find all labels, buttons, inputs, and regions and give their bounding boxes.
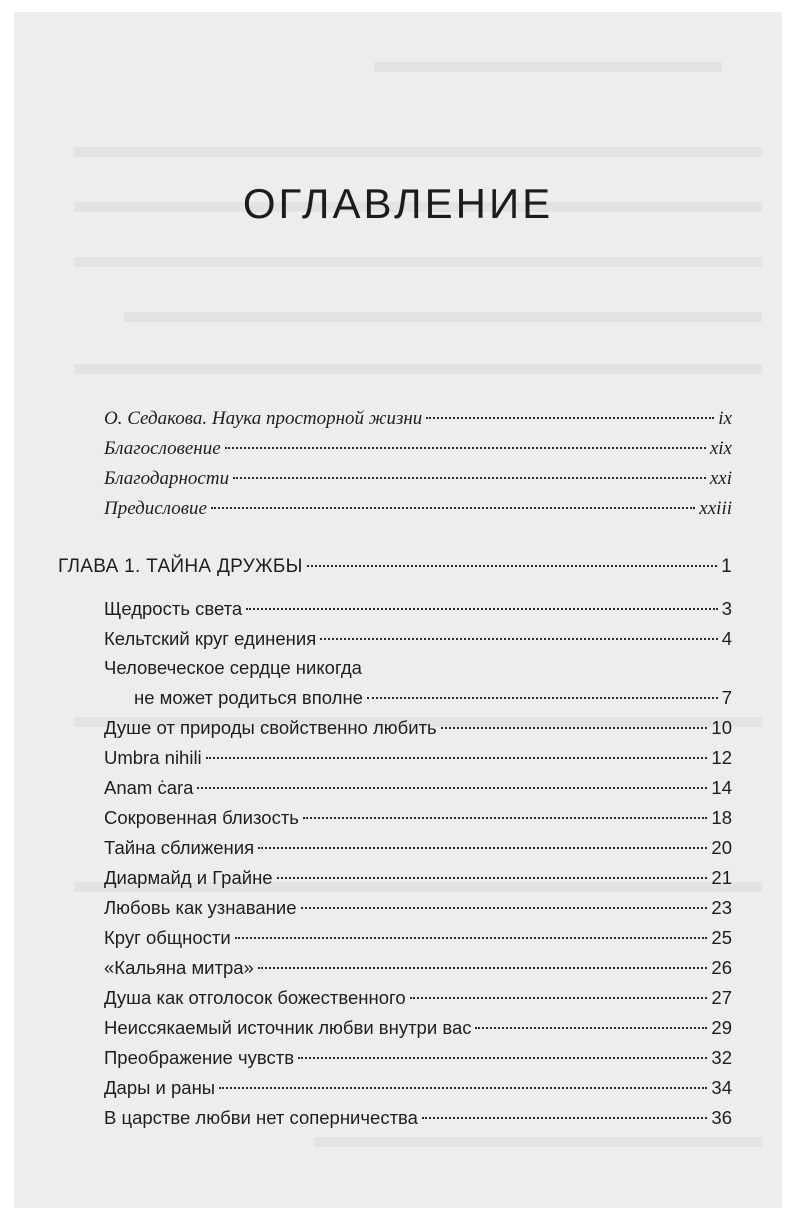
toc-entry-page: 25	[711, 927, 732, 948]
dot-leader	[258, 847, 707, 849]
toc-entry-page: 14	[711, 777, 732, 798]
dot-leader	[246, 608, 718, 610]
table-of-contents	[14, 12, 782, 1208]
toc-entry-title: Преображение чувств	[104, 1047, 295, 1068]
toc-entry-section-5[interactable]	[104, 776, 732, 800]
toc-entry-section-8[interactable]	[104, 866, 732, 890]
toc-entry-page: xix	[709, 438, 732, 459]
toc-entry-front-0[interactable]	[104, 407, 732, 431]
dot-leader	[441, 727, 708, 729]
dot-leader	[303, 817, 707, 819]
toc-entry-page: 21	[711, 867, 732, 888]
dot-leader	[206, 757, 708, 759]
toc-entry-section-2[interactable]	[134, 686, 732, 710]
toc-entry-title: Диармайд и Грайне	[104, 867, 273, 888]
toc-entry-page: 20	[711, 837, 732, 858]
dot-leader	[298, 1057, 707, 1059]
dot-leader	[475, 1027, 707, 1029]
toc-entry-section-10[interactable]	[104, 926, 732, 950]
toc-entry-page: ix	[718, 408, 732, 429]
toc-entry-section-7[interactable]	[104, 836, 732, 860]
dot-leader	[307, 565, 717, 567]
toc-entry-section-1[interactable]	[104, 627, 732, 651]
toc-entry-page: 23	[711, 897, 732, 918]
dot-leader	[367, 697, 718, 699]
page-title: ОГЛАВЛЕНИЕ	[242, 180, 554, 227]
toc-entry-title: Душе от природы свойственно любить	[104, 717, 437, 738]
dot-leader	[211, 507, 695, 509]
toc-entry-section-0[interactable]	[104, 597, 732, 621]
toc-entry-page: 27	[711, 987, 732, 1008]
dot-leader	[225, 447, 706, 449]
toc-entry-title: Anam ċara	[104, 777, 194, 798]
toc-entry-page: 18	[711, 807, 732, 828]
dot-leader	[422, 1117, 707, 1119]
toc-entry-page: 34	[711, 1077, 732, 1098]
dot-leader	[233, 477, 706, 479]
toc-entry-page: 26	[711, 957, 732, 978]
toc-entry-section-6[interactable]	[104, 806, 732, 830]
dot-leader	[219, 1087, 707, 1089]
toc-entry-title: Любовь как узнавание	[104, 897, 297, 918]
dot-leader	[235, 937, 708, 939]
toc-entry-title: «Кальяна митра»	[104, 957, 254, 978]
dot-leader	[301, 907, 708, 909]
toc-entry-chapter-1[interactable]	[58, 555, 732, 579]
toc-chapter-title: ГЛАВА 1. ТАЙНА ДРУЖБЫ	[58, 556, 303, 577]
toc-entry-section-11[interactable]	[104, 956, 732, 980]
toc-entry-title: Сокровенная близость	[104, 807, 299, 828]
toc-entry-title: Umbra nihili	[104, 747, 202, 768]
toc-entry-title: О. Седакова. Наука просторной жизни	[104, 408, 423, 429]
dot-leader	[197, 787, 707, 789]
dot-leader	[426, 417, 714, 419]
toc-entry-page: 4	[721, 628, 732, 649]
dot-leader	[320, 638, 717, 640]
toc-entry-title: Предисловие	[104, 498, 207, 519]
toc-entry-title: Неиссякаемый источник любви внутри вас	[104, 1017, 472, 1038]
toc-entry-section-4[interactable]	[104, 746, 732, 770]
toc-entry-title: Щедрость света	[104, 598, 243, 619]
toc-entry-section-12[interactable]	[104, 986, 732, 1010]
toc-entry-page: 29	[711, 1017, 732, 1038]
toc-entry-page: 36	[711, 1107, 732, 1128]
toc-entry-page: 10	[711, 717, 732, 738]
toc-entry-title: Тайна сближения	[104, 837, 255, 858]
toc-entry-title-line1: Человеческое сердце никогда	[104, 657, 362, 678]
toc-entry-page: xxi	[709, 468, 732, 489]
toc-entry-title: не может родиться вполне	[134, 687, 363, 708]
toc-entry-title: Дары и раны	[104, 1077, 216, 1098]
toc-entry-title: Благословение	[104, 438, 221, 459]
toc-entry-title: Кельтский круг единения	[104, 628, 317, 649]
toc-entry-section-13[interactable]	[104, 1016, 732, 1040]
toc-entry-title: Круг общности	[104, 927, 231, 948]
toc-entry-section-15[interactable]	[104, 1076, 732, 1100]
toc-entry-title: В царстве любви нет соперничества	[104, 1107, 418, 1128]
toc-entry-page: 7	[721, 687, 732, 708]
toc-entry-page: 12	[711, 747, 732, 768]
dot-leader	[410, 997, 708, 999]
toc-entry-section-14[interactable]	[104, 1046, 732, 1070]
toc-entry-page: 1	[721, 556, 732, 577]
toc-entry-page: xxiii	[699, 498, 732, 519]
toc-entry-title: Душа как отголосок божественного	[104, 987, 406, 1008]
toc-entry-front-1[interactable]	[104, 437, 732, 461]
dot-leader	[258, 967, 708, 969]
toc-entry-section-16[interactable]	[104, 1106, 732, 1130]
toc-entry-page: 3	[721, 598, 732, 619]
toc-entry-section-9[interactable]	[104, 896, 732, 920]
toc-entry-section-3[interactable]	[104, 716, 732, 740]
toc-entry-page: 32	[711, 1047, 732, 1068]
toc-entry-front-2[interactable]	[104, 467, 732, 491]
toc-entry-title: Благодарности	[104, 468, 230, 489]
book-page	[14, 12, 782, 1208]
dot-leader	[277, 877, 708, 879]
toc-entry-front-3[interactable]	[104, 497, 732, 521]
